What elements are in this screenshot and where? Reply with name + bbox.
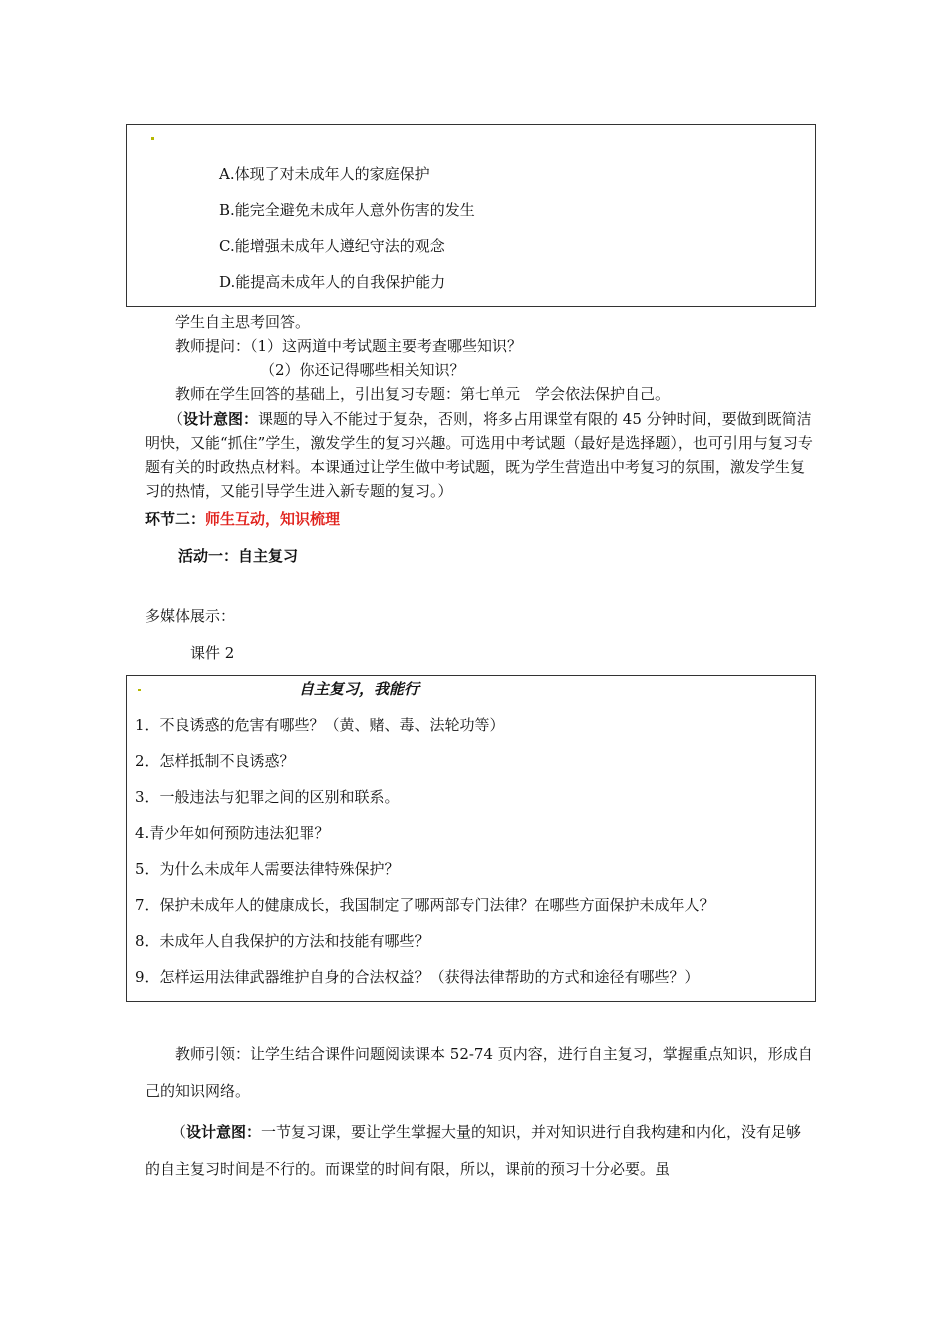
question-item: 1．不良诱惑的危害有哪些？（黄、赌、毒、法轮功等） (135, 716, 505, 734)
activity-heading: 活动一：自主复习 (178, 547, 299, 565)
options-box (126, 124, 816, 307)
design-intent-label: 设计意图： (183, 410, 259, 428)
marker-dot (151, 137, 154, 140)
design-intent-text: 一节复习课，要让学生掌握大量的知识，并对知识进行自我构建和内化，没有足够的自主复习时间是不行的。而课堂的时间有限，所以，课前的预习十分必要。虽 (145, 1123, 802, 1178)
question-item: 8．未成年人自我保护的方法和技能有哪些？ (135, 932, 430, 950)
section-label: 环节二： (145, 510, 206, 528)
question-item: 7．保护未成年人的健康成长，我国制定了哪两部专门法律？在哪些方面保护未成年人？ (135, 896, 715, 914)
option-a: A.体现了对未成年人的家庭保护 (219, 165, 430, 183)
section-title: 师生互动，知识梳理 (205, 510, 341, 528)
design-intent-2 (145, 1114, 815, 1188)
option-c: C.能增强未成年人遵纪守法的观念 (219, 237, 445, 255)
question-item: 9．怎样运用法律武器维护自身的合法权益？（获得法律帮助的方式和途径有哪些？） (135, 968, 700, 986)
design-intent-label: 设计意图： (186, 1123, 262, 1141)
teacher-intro-line: 教师在学生回答的基础上，引出复习专题：第七单元 学会依法保护自己。 (175, 385, 671, 403)
question-item: 4.青少年如何预防违法犯罪？ (135, 824, 330, 842)
teacher-question-1: 教师提问：（1）这两道中考试题主要考查哪些知识？ (175, 337, 523, 355)
question-item: 5．为什么未成年人需要法律特殊保护？ (135, 860, 400, 878)
marker-dot (138, 689, 141, 691)
question-item: 3．一般违法与犯罪之间的区别和联系。 (135, 788, 400, 806)
paren-open: （ (168, 410, 184, 428)
design-intent-text: 课题的导入不能过于复杂，否则，将多占用课堂有限的 45 分钟时间，要做到既简洁明快，又能“抓住”学生，激发学生的复习兴趣。可选用中考试题（最好是选择题），也可引用与复习专题有关的时政热点材料。本课通过让学生做中考试题，既为学生营造出中考复习的氛围，激发学生复习的热情，又能引导学生进入新专题的复习。） (145, 410, 813, 500)
multimedia-label: 多媒体展示： (145, 607, 236, 625)
courseware-label: 课件 2 (190, 644, 235, 662)
student-answer-line: 学生自主思考回答。 (175, 313, 311, 331)
design-intent-1 (145, 407, 815, 503)
review-box-title: 自主复习，我能行 (299, 680, 420, 698)
teacher-guide-paragraph: 教师引领：让学生结合课件问题阅读课本 52-74 页内容，进行自主复习，掌握重点知识，形成自己的知识网络。 (145, 1045, 813, 1100)
review-questions-box (126, 675, 816, 1002)
option-b: B.能完全避免未成年人意外伤害的发生 (219, 201, 475, 219)
section-heading (145, 508, 340, 529)
option-d: D.能提高未成年人的自我保护能力 (219, 273, 446, 291)
paren-open: （ (171, 1123, 187, 1141)
teacher-question-2: （2）你还记得哪些相关知识？ (260, 361, 465, 379)
question-item: 2．怎样抵制不良诱惑？ (135, 752, 295, 770)
